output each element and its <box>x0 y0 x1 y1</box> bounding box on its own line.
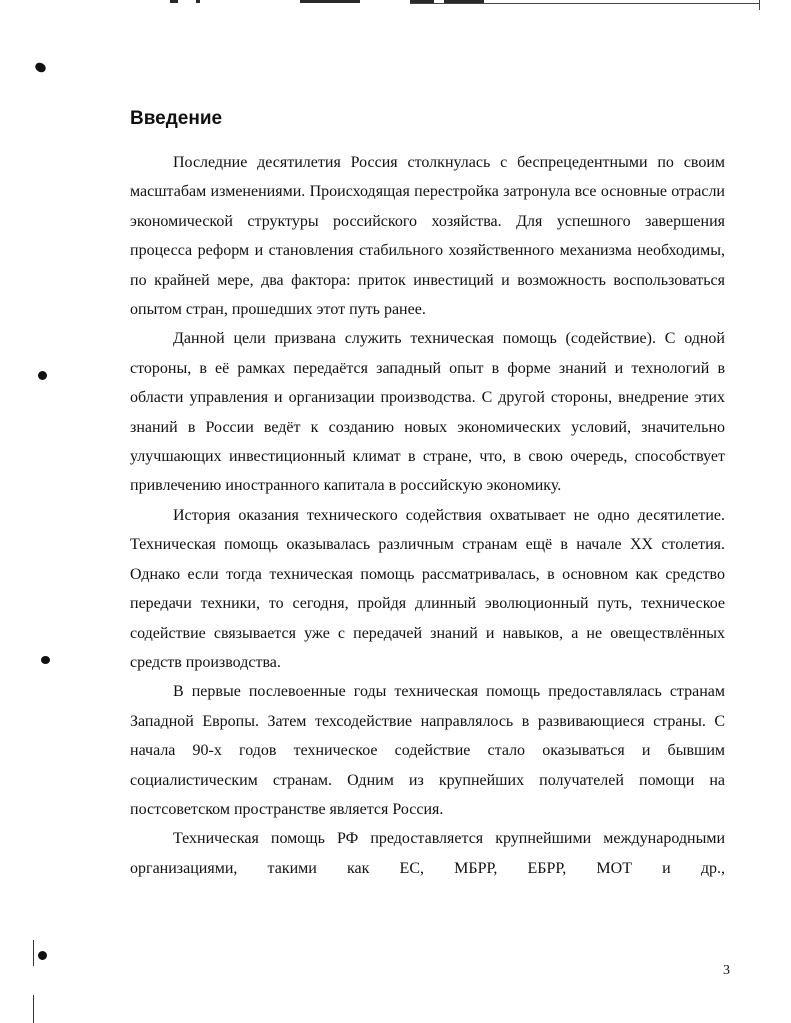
scan-artifact-segment <box>170 0 178 3</box>
paragraph: Данной цели призвана служить техническая помощь (содействие). С одной стороны, в её рамках передаётся западный опыт в форме знаний и технологий в области управления и организации производства. С другой стороны, внедрение этих знаний в России ведёт к созданию новых экономических условий, значительно улучшающих инвестиционный климат в стране, что, в свою очередь, способствует привлечению иностранного капитала в российскую экономику. <box>130 330 725 495</box>
scan-artifact-line <box>410 3 760 4</box>
scan-artifact-edge-line <box>33 995 34 1023</box>
page-number: 3 <box>723 963 730 978</box>
section-heading: Введение <box>130 108 223 129</box>
scan-artifact-top <box>0 0 791 8</box>
punch-hole-mark <box>38 371 47 380</box>
scan-artifact-segment <box>196 0 200 3</box>
paragraph: Последние десятилетия Россия столкнулась с беспрецедентными по своим масштабам изменениями. Происходящая перестройка затронула все основные отрасли экономической структуры российского хозяйства. Для успешного завершения процесса реформ и становления стабильного хозяйственного механизма необходимы, по крайней мере, два фактора: приток инвестиций и возможность воспользоваться опытом стран, прошедших этот путь ранее. <box>130 154 725 319</box>
paragraph: В первые послевоенные годы техническая помощь предоставлялась странам Западной Европы. Затем техсодействие направлялось в развивающиеся страны. С начала 90-х годов техническое содействие стало оказываться и бывшим социалистическим странам. Одним из крупнейших получателей помощи на постсоветском пространстве является Россия. <box>130 683 725 818</box>
punch-hole-mark <box>38 951 47 960</box>
scan-artifact-edge-line <box>33 940 34 966</box>
scan-artifact-tick <box>759 0 760 10</box>
punch-hole-mark <box>41 656 50 664</box>
paragraph: История оказания технического содействия охватывает не одно десятилетие. Техническая помощь оказывалась различным странам ещё в начале XX столетия. Однако если тогда техническая помощь рассматривалась, в основном как средство передачи техники, то сегодня, пройдя длинный эволюционный путь, техническое содействие связывается уже с передачей знаний и навыков, а не овеществлённых средств производства. <box>130 506 725 671</box>
paragraph: Техническая помощь РФ предоставляется крупнейшими международными организациями, такими как ЕС, МБРР, ЕБРР, МОТ и др., <box>130 830 725 877</box>
body-text <box>130 148 725 883</box>
scan-artifact-segment <box>300 0 360 3</box>
punch-hole-mark <box>33 61 47 74</box>
